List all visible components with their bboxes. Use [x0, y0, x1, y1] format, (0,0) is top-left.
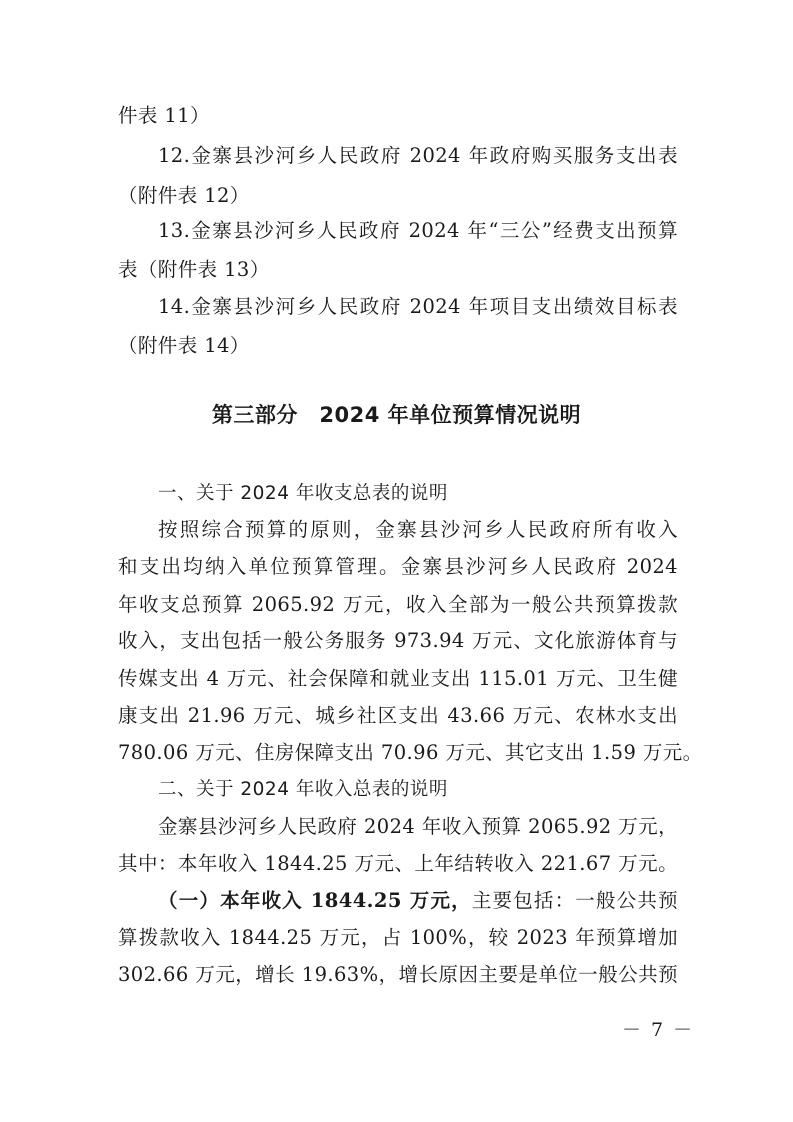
- attachment-list-item-13: 13.金寨县沙河乡人民政府 2024 年“三公”经费支出预算: [158, 219, 678, 242]
- text-line: （附件表 12）: [118, 184, 250, 207]
- paragraph-line: 算拨款收入 1844.25 万元，占 100%，较 2023 年预算增加: [118, 926, 678, 949]
- paragraph-line: 780.06 万元、住房保障支出 70.96 万元、其它支出 1.59 万元。: [118, 741, 703, 764]
- section-heading-2: 二、关于 2024 年收入总表的说明: [158, 779, 448, 800]
- paragraph-line: 302.66 万元，增长 19.63%，增长原因主要是单位一般公共预: [118, 963, 678, 986]
- section-heading-1: 一、关于 2024 年收支总表的说明: [158, 483, 448, 504]
- paragraph-line: 金寨县沙河乡人民政府 2024 年收入预算 2065.92 万元，: [158, 815, 678, 838]
- subheading-bold-text: （一）本年收入 1844.25 万元，: [158, 889, 472, 912]
- paragraph-line: 传媒支出 4 万元、社会保障和就业支出 115.01 万元、卫生健: [118, 667, 678, 690]
- text-line: 件表 11）: [118, 104, 210, 127]
- text-line: （附件表 14）: [118, 334, 250, 357]
- paragraph-line: 年收支总预算 2065.92 万元，收入全部为一般公共预算拨款: [118, 593, 678, 616]
- text-line: 表（附件表 13）: [118, 258, 270, 281]
- paragraph-line: 按照综合预算的原则，金寨县沙河乡人民政府所有收入: [158, 518, 678, 541]
- paragraph-line: 收入，支出包括一般公务服务 973.94 万元、文化旅游体育与: [118, 629, 678, 652]
- paragraph-line: [158, 886, 678, 916]
- paragraph-text: 主要包括：一般公共预: [471, 889, 678, 912]
- page-number: － 7 －: [622, 1019, 695, 1041]
- paragraph-line: 康支出 21.96 万元、城乡社区支出 43.66 万元、农林水支出: [118, 704, 678, 727]
- part-title: 第三部分 2024 年单位预算情况说明: [211, 403, 582, 427]
- paragraph-line: 和支出均纳入单位预算管理。金寨县沙河乡人民政府 2024: [118, 555, 678, 578]
- attachment-list-item-12: 12.金寨县沙河乡人民政府 2024 年政府购买服务支出表: [158, 144, 678, 167]
- paragraph-line: 其中：本年收入 1844.25 万元、上年结转收入 221.67 万元。: [118, 852, 678, 875]
- attachment-list-item-14: 14.金寨县沙河乡人民政府 2024 年项目支出绩效目标表: [158, 295, 678, 318]
